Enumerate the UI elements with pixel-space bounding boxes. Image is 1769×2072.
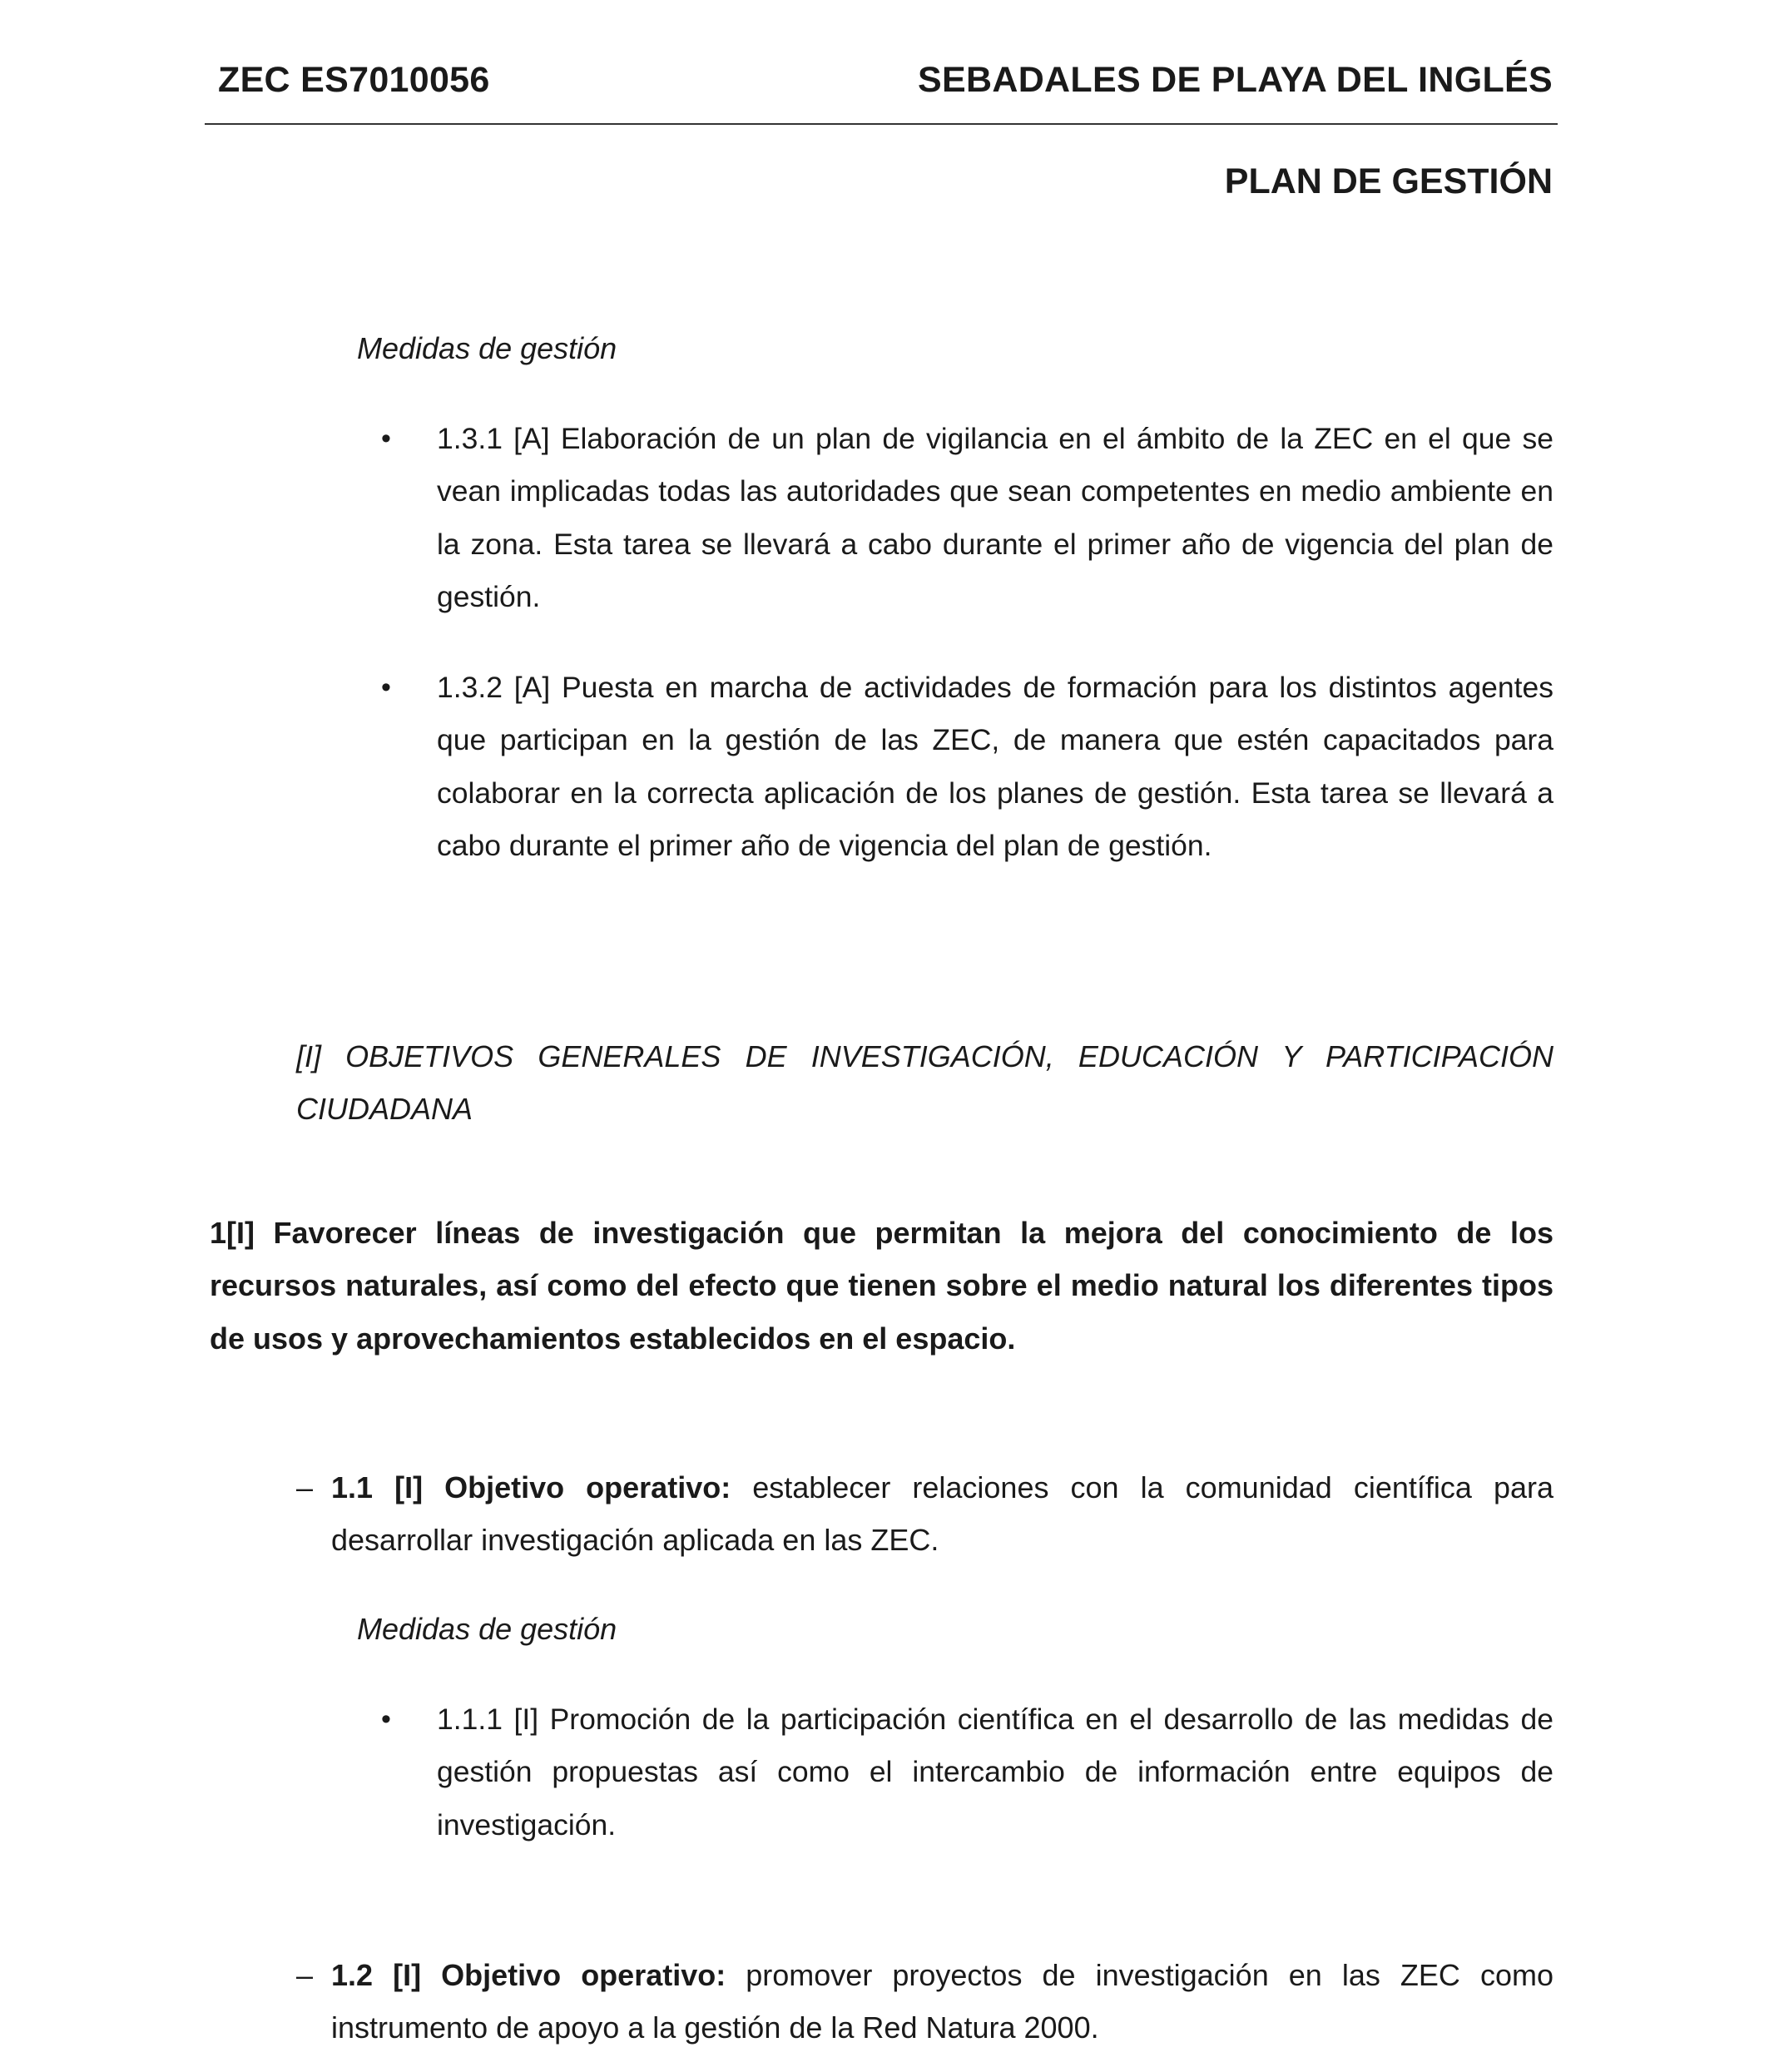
header-site-name: SEBADALES DE PLAYA DEL INGLÉS [918,60,1553,100]
bullet-icon: • [381,1703,391,1735]
measure-item-1-3-2: 1.3.2 [A] Puesta en marcha de actividades de formación para los distintos agentes que participan en la gestión de las ZEC, de manera que estén capacitados para colaborar en la correcta aplicación de los planes de gestión. Esta tarea se llevará a cabo durante el primer año de vigencia del plan de gestión. [437,671,1553,862]
operative-objective-1-2 [331,1949,1553,2055]
objectives-heading-line-1: [I] OBJETIVOS GENERALES DE INVESTIGACIÓN, EDUCACIÓN Y PARTICIPACIÓN [296,1039,1553,1073]
objectives-section-heading [296,1030,1553,1136]
operative-objective-1-1 [331,1461,1553,1567]
operative-objective-label: 1.2 [I] Objetivo operativo: [331,1958,726,1992]
general-goal: 1[I] Favorecer líneas de investigación que permitan la mejora del conocimiento de los recursos naturales, así como del efecto que tienen sobre el medio natural los diferentes tipos de usos y aprovechamientos establecidos en el espacio. [210,1216,1553,1356]
measure-item-1-1-1: 1.1.1 [I] Promoción de la participación científica en el desarrollo de las medidas de gestión propuestas así como el intercambio de información entre equipos de investigación. [437,1703,1553,1842]
header-divider [205,123,1558,125]
dash-marker: – [296,1958,314,1992]
bullet-icon: • [381,423,391,454]
operative-objective-label: 1.1 [I] Objetivo operativo: [331,1470,731,1504]
operative-objective-text: establecer relaciones con la comunidad científica para desarrollar investigación aplicada en las ZEC. [331,1470,1553,1558]
operative-objective-text: promover proyectos de investigación en las ZEC como instrumento de apoyo a la gestión de la Red Natura 2000. [331,1958,1553,2045]
measures-label: Medidas de gestión [357,1612,617,1646]
bullet-icon: • [381,672,391,703]
document-subtitle: PLAN DE GESTIÓN [1224,161,1553,201]
measures-label: Medidas de gestión [357,331,617,365]
dash-marker: – [296,1470,314,1504]
header-site-code: ZEC ES7010056 [218,60,490,100]
measure-item-1-3-1: 1.3.1 [A] Elaboración de un plan de vigilancia en el ámbito de la ZEC en el que se vean implicadas todas las autoridades que sean competentes en medio ambiente en la zona. Esta tarea se llevará a cabo durante el primer año de vigencia del plan de gestión. [437,422,1553,613]
objectives-heading-line-2: CIUDADANA [296,1092,473,1127]
